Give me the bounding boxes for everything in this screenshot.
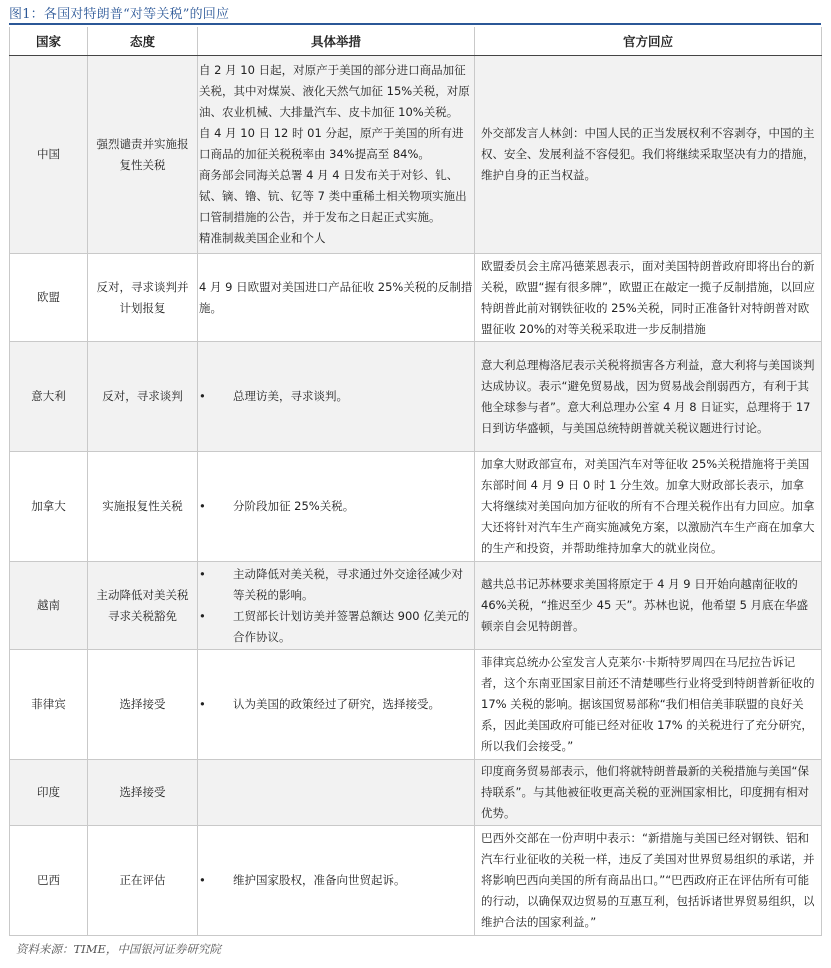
measure-bullet-item [199,694,473,715]
measures-cell [198,562,475,650]
attitude-cell: 主动降低对美关税寻求关税豁免 [88,562,198,650]
attitude-cell: 选择接受 [88,760,198,826]
measures-cell [198,452,475,562]
response-cell: 菲律宾总统办公室发言人克莱尔·卡斯特罗周四在马尼拉告诉记者，这个东南亚国家目前还不清楚哪些行业将受到特朗普新征收的 17% 关税的影响。据该国贸易部称“我们相信美菲联盟的良好关系，因此美国政府可能已经对征收 17% 的关税进行了充分研究，所以我们会接受。” [475,650,822,760]
table-row [10,562,822,650]
measures-cell: 自 2 月 10 日起，对原产于美国的部分进口商品加征关税，其中对煤炭、液化天然气加征 15%关税，对原油、农业机械、大排量汽车、皮卡加征 10%关税。 自 4 月 10 日 12 时 01 分起，原产于美国的所有进口商品的加征关税税率由 34%提高至 84%。 商务部会同海关总署 4 月 4 日发布关于对钐、钆、铽、镝、镥、钪、钇等 7 类中重稀土相关物项实施出口管制措施的公告，并于发布之日起正式实施。 精准制裁美国企业和个人 [198,56,475,254]
header-attitude: 态度 [88,27,198,56]
response-cell: 越共总书记苏林要求美国将原定于 4 月 9 日开始向越南征收的 46%关税，“推迟至少 45 天”。苏林也说，他希望 5 月底在华盛顿亲自会见特朗普。 [475,562,822,650]
country-cell: 中国 [10,56,88,254]
attitude-cell: 实施报复性关税 [88,452,198,562]
measure-bullet-item [199,386,473,407]
bullet-icon: • [199,389,206,403]
country-cell: 巴西 [10,826,88,936]
table-row [10,254,822,342]
measures-cell [198,342,475,452]
measure-bullet-text: 工贸部长计划访美并签署总额达 900 亿美元的合作协议。 [233,608,470,644]
measure-bullet-text: 认为美国的政策经过了研究，选择接受。 [233,697,440,711]
measure-bullet-text: 分阶段加征 25%关税。 [233,499,355,513]
country-cell: 意大利 [10,342,88,452]
response-cell: 巴西外交部在一份声明中表示：“新措施与美国已经对钢铁、铝和汽车行业征收的关税一样，违反了美国对世界贸易组织的承诺，并将影响巴西向美国的所有商品出口。”“巴西政府正在评估所有可能的行动，以确保双边贸易的互惠互利，包括诉诸世界贸易组织，以维护合法的国家利益。” [475,826,822,936]
bullet-icon: • [199,697,206,711]
header-country: 国家 [10,27,88,56]
bullet-icon: • [199,873,206,887]
table-row [10,56,822,254]
tariff-response-table [9,27,822,936]
bullet-icon: • [199,608,206,623]
response-cell: 印度商务贸易部表示，他们将就特朗普最新的关税措施与美国“保持联系”。与其他被征收更高关税的亚洲国家相比，印度拥有相对优势。 [475,760,822,826]
measure-bullet-text: 维护国家股权，准备向世贸起诉。 [233,873,406,887]
header-response: 官方回应 [475,27,822,56]
response-cell: 外交部发言人林剑：中国人民的正当发展权利不容剥夺，中国的主权、安全、发展利益不容侵犯。我们将继续采取坚决有力的措施，维护自身的正当权益。 [475,56,822,254]
country-cell: 加拿大 [10,452,88,562]
table-header-row [10,27,822,56]
measure-bullet-item [199,496,473,517]
bullet-icon: • [199,499,206,513]
table-row [10,650,822,760]
country-cell: 印度 [10,760,88,826]
response-cell: 意大利总理梅洛尼表示关税将损害各方利益，意大利将与美国谈判达成协议。表示“避免贸易战，因为贸易战会削弱西方，有利于其他全球参与者”。意大利总理办公室 4 月 8 日证实，总理将于 17 日到访华盛顿，与美国总统特朗普就关税议题进行讨论。 [475,342,822,452]
table-row [10,452,822,562]
attitude-cell: 强烈谴责并实施报复性关税 [88,56,198,254]
country-cell: 菲律宾 [10,650,88,760]
attitude-cell: 选择接受 [88,650,198,760]
header-measures: 具体举措 [198,27,475,56]
caption-rule [9,23,821,25]
figure-caption: 图1：各国对特朗普“对等关税”的回应 [9,7,230,22]
measures-cell [198,650,475,760]
measure-bullet-text: 主动降低对美关税，寻求通过外交途径减少对等关税的影响。 [233,566,463,602]
attitude-cell: 正在评估 [88,826,198,936]
table-row [10,342,822,452]
measure-bullet-item [199,564,473,606]
bullet-icon: • [199,566,206,581]
attitude-cell: 反对，寻求谈判 [88,342,198,452]
country-cell: 欧盟 [10,254,88,342]
country-cell: 越南 [10,562,88,650]
measure-bullet-item [199,606,473,648]
table-row [10,760,822,826]
response-cell: 加拿大财政部宣布，对美国汽车对等征收 25%关税措施将于美国东部时间 4 月 9 日 0 时 1 分生效。加拿大财政部长表示，加拿大将继续对美国向加方征收的所有不合理关税作出有力回应。加拿大还将针对汽车生产商实施减免方案，以激励汽车生产商在加拿大的生产和投资，并帮助维持加拿大的就业岗位。 [475,452,822,562]
attitude-cell: 反对，寻求谈判并计划报复 [88,254,198,342]
measure-bullet-item [199,870,473,891]
measures-cell: 4 月 9 日欧盟对美国进口产品征收 25%关税的反制措施。 [198,254,475,342]
source-note: 资料来源：TIME，中国银河证券研究院 [16,942,221,956]
table-row [10,826,822,936]
measures-cell [198,826,475,936]
measures-cell [198,760,475,826]
measure-bullet-text: 总理访美，寻求谈判。 [233,389,348,403]
response-cell: 欧盟委员会主席冯德莱恩表示，面对美国特朗普政府即将出台的新关税，欧盟“握有很多牌”，欧盟正在敲定一揽子反制措施，以回应特朗普此前对钢铁征收的 25%关税，同时正准备针对特朗普对欧盟征收 20%的对等关税采取进一步反制措施 [475,254,822,342]
